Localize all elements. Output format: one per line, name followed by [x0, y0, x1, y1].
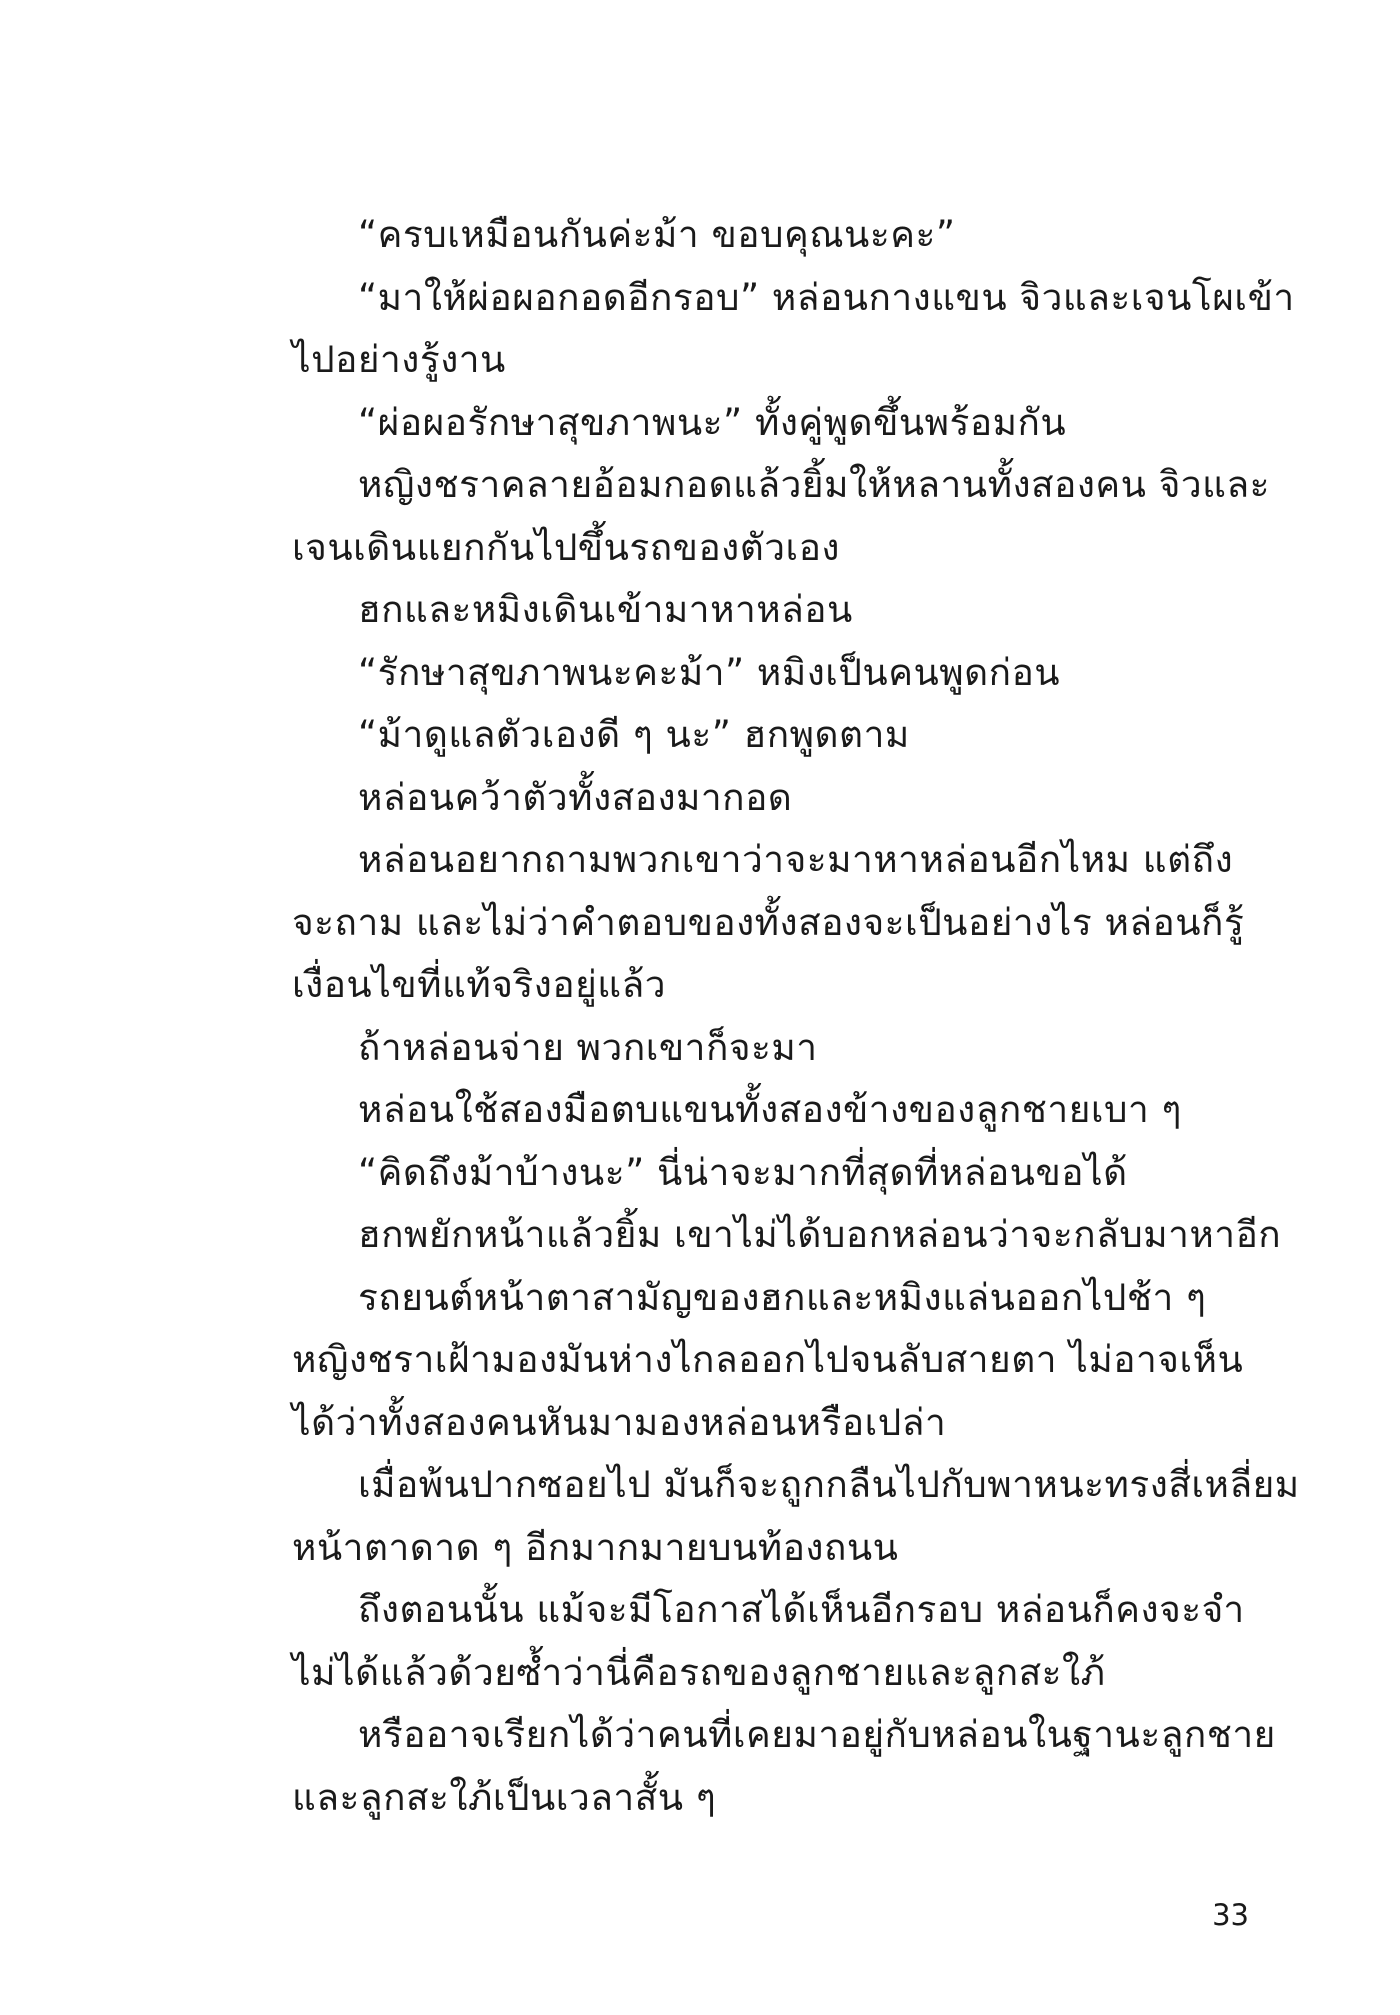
text-line-9: “ม้าดูแลตัวเองดี ๆ นะ” ฮกพูดตาม — [358, 713, 910, 756]
text-line-17: ฮกพยักหน้าแล้วยิ้ม เขาไม่ได้บอกหล่อนว่าจะกลับมาหาอีก — [358, 1213, 1282, 1256]
text-line-2: “มาให้ผ่อผอกอดอีกรอบ” หล่อนกางแขน จิวและเจนโผเข้า — [358, 275, 1295, 319]
text-line-14: ถ้าหล่อนจ่าย พวกเขาก็จะมา — [358, 1025, 818, 1069]
text-line-18: รถยนต์หน้าตาสามัญของฮกและหมิงแล่นออกไปช้า ๆ — [358, 1275, 1207, 1319]
text-line-23: ถึงตอนนั้น แม้จะมีโอกาสได้เห็นอีกรอบ หล่อนก็คงจะจำ — [358, 1588, 1245, 1631]
text-line-25: หรืออาจเรียกได้ว่าคนที่เคยมาอยู่กับหล่อนในฐานะลูกชาย — [358, 1713, 1276, 1756]
text-line-15: หล่อนใช้สองมือตบแขนทั้งสองข้างของลูกชายเบา ๆ — [358, 1088, 1182, 1131]
text-line-24: ไม่ได้แล้วด้วยซ้ำว่านี่คือรถของลูกชายและลูกสะใภ้ — [292, 1650, 1106, 1694]
body-text — [292, 204, 1300, 1829]
text-line-20: ได้ว่าทั้งสองคนหันมามองหล่อนหรือเปล่า — [292, 1400, 947, 1444]
text-line-1: “ครบเหมือนกันค่ะม้า ขอบคุณนะคะ” — [358, 213, 956, 256]
text-line-10: หล่อนคว้าตัวทั้งสองมากอด — [358, 775, 793, 819]
text-line-6: เจนเดินแยกกันไปขึ้นรถของตัวเอง — [292, 525, 840, 569]
text-line-22: หน้าตาดาด ๆ อีกมากมายบนท้องถนน — [292, 1525, 899, 1569]
text-line-21: เมื่อพ้นปากซอยไป มันก็จะถูกกลืนไปกับพาหนะทรงสี่เหลี่ยม — [358, 1463, 1300, 1506]
text-line-11: หล่อนอยากถามพวกเขาว่าจะมาหาหล่อนอีกไหม แต่ถึง — [358, 838, 1234, 881]
text-line-12: จะถาม และไม่ว่าคำตอบของทั้งสองจะเป็นอย่างไร หล่อนก็รู้ — [292, 900, 1245, 944]
text-line-7: ฮกและหมิงเดินเข้ามาหาหล่อน — [358, 588, 853, 631]
text-line-5: หญิงชราคลายอ้อมกอดแล้วยิ้มให้หลานทั้งสองคน จิวและ — [358, 463, 1271, 506]
text-line-19: หญิงชราเฝ้ามองมันห่างไกลออกไปจนลับสายตา ไม่อาจเห็น — [292, 1338, 1244, 1381]
page-number: 33 — [1212, 1898, 1249, 1932]
text-line-13: เงื่อนไขที่แท้จริงอยู่แล้ว — [292, 963, 667, 1006]
text-line-3: ไปอย่างรู้งาน — [292, 338, 506, 381]
text-line-8: “รักษาสุขภาพนะคะม้า” หมิงเป็นคนพูดก่อน — [358, 650, 1061, 694]
text-line-26: และลูกสะใภ้เป็นเวลาสั้น ๆ — [292, 1775, 717, 1819]
text-line-16: “คิดถึงม้าบ้างนะ” นี่น่าจะมากที่สุดที่หล่อนขอได้ — [358, 1150, 1128, 1194]
text-line-4: “ผ่อผอรักษาสุขภาพนะ” ทั้งคู่พูดขึ้นพร้อมกัน — [358, 400, 1067, 444]
